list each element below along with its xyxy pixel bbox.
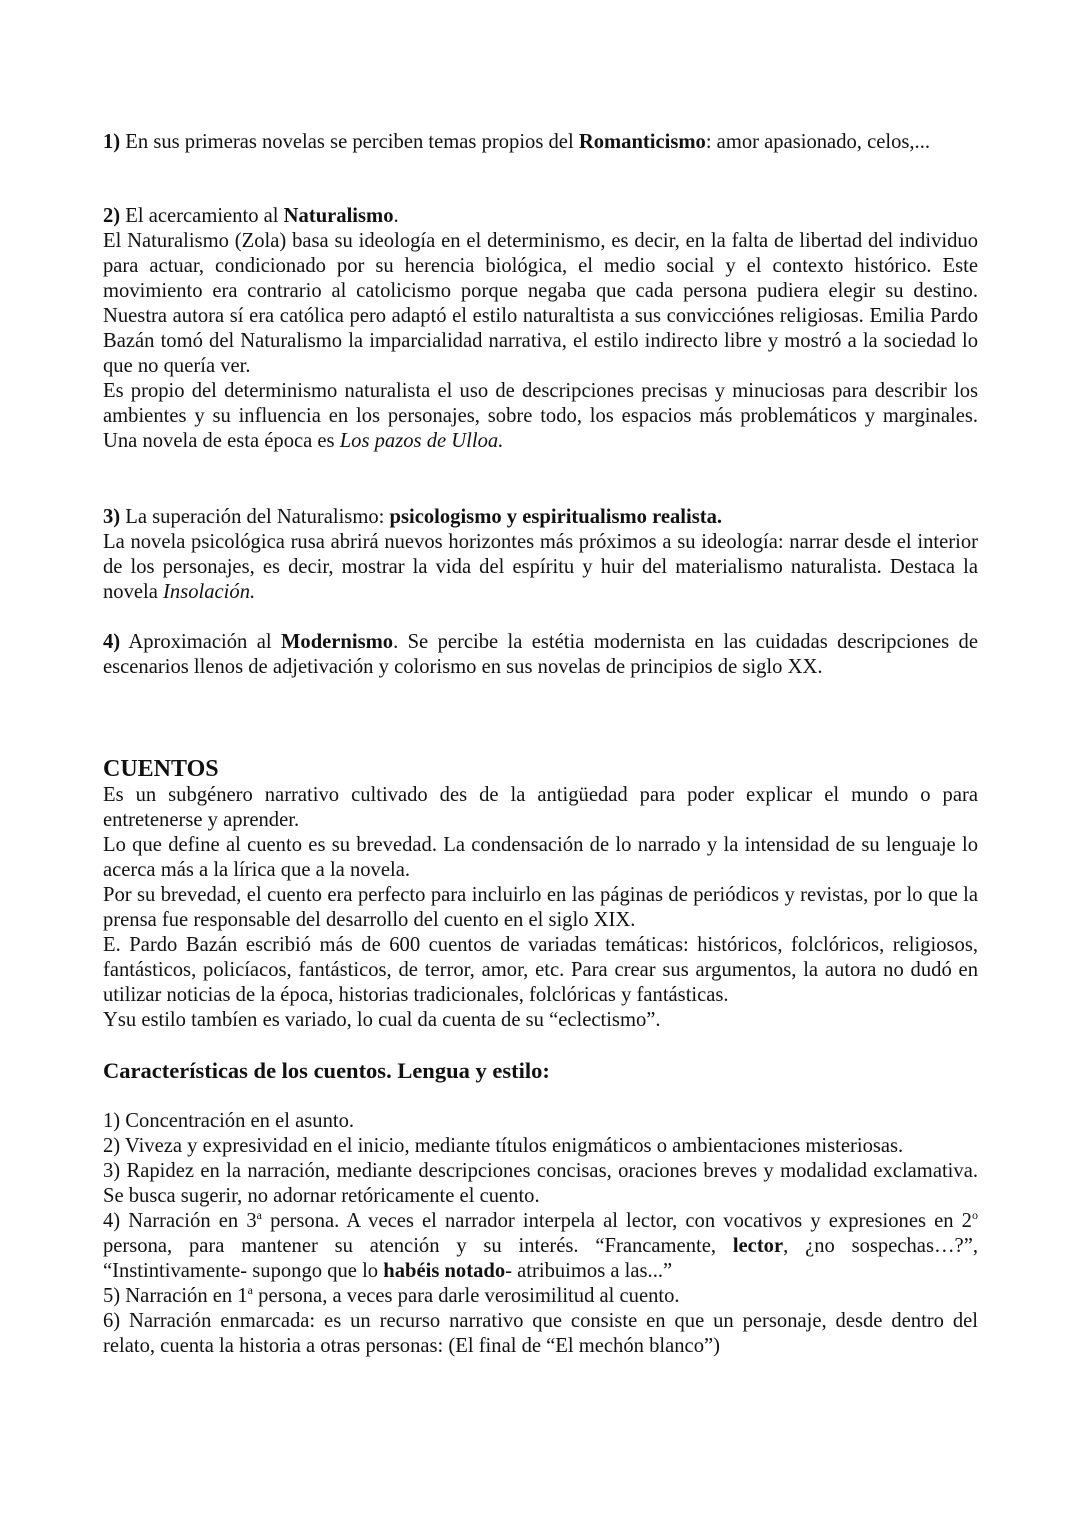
section-psicologismo [103,505,978,605]
section-romanticismo [103,130,978,155]
text: . [393,205,399,227]
text: . Se percibe la estétia modernista en las cuidadas descripciones de escenarios llenos de adjetivación y colorismo en sus novelas de principios de siglo XX. [103,631,978,678]
bold-term: Romanticismo [578,131,706,153]
list-item [103,1284,978,1309]
text: - atribuimos a las...” [505,1260,673,1282]
superscript: o [971,1208,978,1223]
list-item: 1) Concentración en el asunto. [103,1110,355,1132]
superscript: a [256,1208,262,1223]
bold-term: Modernismo [280,631,394,653]
paragraph: E. Pardo Bazán escribió más de 600 cuentos de variadas temáticas: históricos, folclóricos, religiosos, fantásticos, policíacos, fantásticos, de terror, amor, etc. Para crear sus argumentos, la autora no dudó en utilizar noticias de la época, historias tradicionales, folclóricas y fantásticas. [103,934,978,1006]
text: , ¿no sospechas…?”, “Instintivamente- supongo que lo [103,1235,978,1282]
paragraph: Ysu estilo tambíen es variado, lo cual da cuenta de su “eclectismo”. [103,1009,661,1031]
paragraph [103,130,978,155]
book-title: Insolación. [163,581,256,603]
section-naturalismo [103,204,978,454]
paragraph: El Naturalismo (Zola) basa su ideología en el determinismo, es decir, en la falta de libertad del individuo para actuar, condicionado por su herencia biológica, el medio social y el contexto histórico. Este movimiento era contrario al catolicismo porque negaba que cada persona pudiera elegir su destino. Nuestra autora sí era católica pero adaptó el estilo naturaltista a sus convicciónes religiosas. Emilia Pardo Bazán tomó del Naturalismo la imparcialidad narrativa, el estilo indirecto libre y mostró a la sociedad lo que no quería ver. [103,230,978,377]
book-title: Los pazos de Ulloa. [339,430,504,452]
paragraph [103,530,978,605]
text: Es propio del determinismo naturalista el uso de descripciones precisas y minuciosas para describir los ambientes y su influencia en los personajes, sobre todo, los espacios más problemáticos y marginales. Una novela de esta época es [103,380,978,452]
text: La novela psicológica rusa abrirá nuevos horizontes más próximos a su ideología: narrar desde el interior de los personajes, es decir, mostrar la vida del espíritu y huir del materialismo naturalista. Destaca la novela [103,531,978,603]
paragraph: Es un subgénero narrativo cultivado des de la antigüedad para poder explicar el mundo o para entretenerse y aprender. [103,784,978,831]
paragraph [103,630,978,680]
section-caracteristicas [103,1057,978,1359]
list-item: 3) Rapidez en la narración, mediante descripciones concisas, oraciones breves y modalidad exclamativa. Se busca sugerir, no adornar retóricamente el cuento. [103,1160,978,1207]
cuentos-heading: CUENTOS [103,756,219,782]
list-item: 6) Narración enmarcada: es un recurso narrativo que consiste en que un personaje, desde dentro del relato, cuenta la historia a otras personas: (El final de “El mechón blanco”) [103,1310,978,1357]
bold-term: habéis notado [383,1260,506,1282]
bold-term: psicologismo y espiritualismo realista. [389,506,723,528]
text: persona, a veces para darle verosimilitud al cuento. [253,1285,680,1307]
paragraph: Lo que define al cuento es su brevedad. La condensación de lo narrado y la intensidad de su lenguaje lo acerca más a la lírica que a la novela. [103,834,978,881]
text: En sus primeras novelas se perciben temas propios del [120,131,579,153]
text: : amor apasionado, celos,... [705,131,930,153]
bold-term: lector [732,1235,784,1257]
section-heading [103,505,978,530]
text: persona, para mantener su atención y su interés. “Francamente, [103,1235,733,1257]
section-modernismo [103,630,978,680]
list-item: 2) Viveza y expresividad en el inicio, mediante títulos enigmáticos o ambientaciones misteriosas. [103,1135,904,1157]
item-number: 2) [103,205,121,227]
paragraph [103,379,978,454]
section-cuentos [103,755,978,1033]
text: La superación del Naturalismo: [120,506,390,528]
bold-term: Naturalismo [283,205,394,227]
item-number: 3) [103,506,121,528]
text: persona. A veces el narrador interpela al lector, con vocativos y expresiones en 2 [261,1210,972,1232]
text: Aproximación al [120,631,281,653]
superscript: a [247,1283,253,1298]
item-number: 1) [103,131,121,153]
text: 4) Narración en 3 [103,1210,257,1232]
paragraph: Por su brevedad, el cuento era perfecto para incluirlo en las páginas de periódicos y revistas, por lo que la prensa fue responsable del desarrollo del cuento en el siglo XIX. [103,884,978,931]
text: El acercamiento al [120,205,284,227]
caracteristicas-heading: Características de los cuentos. Lengua y estilo: [103,1058,550,1083]
list-item [103,1209,978,1284]
section-heading [103,204,978,229]
item-number: 4) [103,631,121,653]
text: 5) Narración en 1 [103,1285,248,1307]
